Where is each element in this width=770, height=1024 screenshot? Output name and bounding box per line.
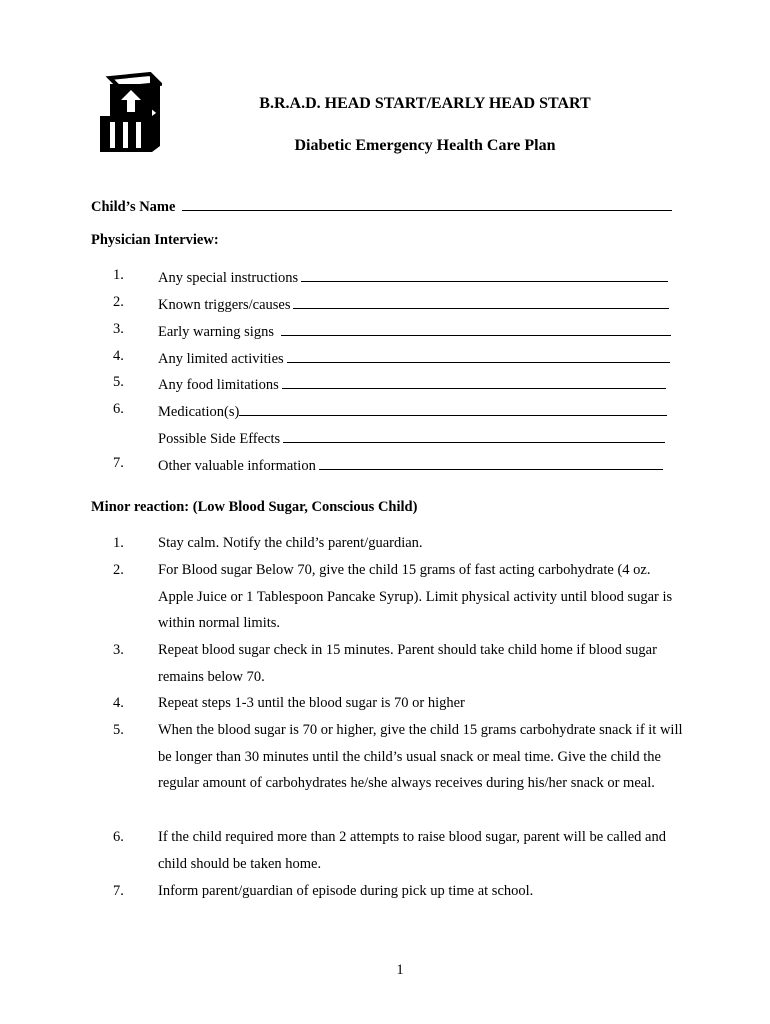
step-number: 6. [113,829,124,845]
item-number: 7. [113,455,124,471]
step-text: Repeat blood sugar check in 15 minutes. Parent should take child home if blood sugar remains below 70. [158,642,657,685]
step-text: Stay calm. Notify the child’s parent/guardian. [158,535,423,551]
step-number: 1. [113,535,124,551]
step-number: 4. [113,695,124,711]
step-number: 7. [113,883,124,899]
document-subtitle: Diabetic Emergency Health Care Plan [294,137,556,154]
childs-name-field[interactable] [182,196,672,211]
special-instructions-field[interactable] [301,267,668,282]
interview-item [158,267,668,287]
item-label: Other valuable information [158,458,316,474]
step-text: If the child required more than 2 attempts to raise blood sugar, parent will be called and child should be taken home. [158,829,666,872]
item-number: 4. [113,348,124,364]
step-number: 3. [113,642,124,658]
item-label: Possible Side Effects [158,431,281,447]
step-text: For Blood sugar Below 70, give the child 15 grams of fast acting carbohydrate (4 oz. Apple Juice or 1 Tablespoon Pancake Syrup). Limit physical activity until blood sugar is within normal limits. [158,562,673,632]
interview-item [158,321,671,341]
interview-item [158,294,669,314]
side-effects-field[interactable] [283,428,665,443]
item-label: Medication(s) [158,404,240,420]
item-number: 2. [113,294,124,310]
step-text: When the blood sugar is 70 or higher, give the child 15 grams carbohydrate snack if it will be longer than 30 minutes until the child’s usual snack or meal time. Give the child the regular amount of carbohydrates he/she always receives during his/her snack or meal. [158,722,683,792]
item-number: 5. [113,374,124,390]
interview-item [158,374,666,394]
item-label: Early warning signs [158,324,274,340]
interview-item [158,428,665,448]
interview-item [158,401,667,421]
childs-name-label: Child’s Name [91,199,176,215]
interview-item [158,348,670,368]
medications-field[interactable] [239,401,667,416]
step-text: Repeat steps 1-3 until the blood sugar is 70 or higher [158,695,465,711]
other-information-field[interactable] [319,455,663,470]
item-number: 6. [113,401,124,417]
item-number: 1. [113,267,124,283]
item-label: Known triggers/causes [158,297,291,313]
document-title: B.R.A.D. HEAD START/EARLY HEAD START [259,95,591,112]
minor-reaction-heading: Minor reaction: (Low Blood Sugar, Conscious Child) [91,499,418,515]
item-label: Any food limitations [158,377,279,393]
known-triggers-field[interactable] [293,294,669,309]
item-label: Any limited activities [158,351,284,367]
item-number: 3. [113,321,124,337]
step-number: 2. [113,562,124,578]
physician-interview-heading: Physician Interview: [91,232,219,248]
early-warning-signs-field[interactable] [281,321,671,336]
step-number: 5. [113,722,124,738]
item-label: Any special instructions [158,270,299,286]
step-text: Inform parent/guardian of episode during pick up time at school. [158,883,534,899]
childs-name-row [91,196,672,216]
page-number: 1 [396,962,404,978]
interview-item [158,455,663,475]
limited-activities-field[interactable] [287,348,670,363]
food-limitations-field[interactable] [282,374,666,389]
